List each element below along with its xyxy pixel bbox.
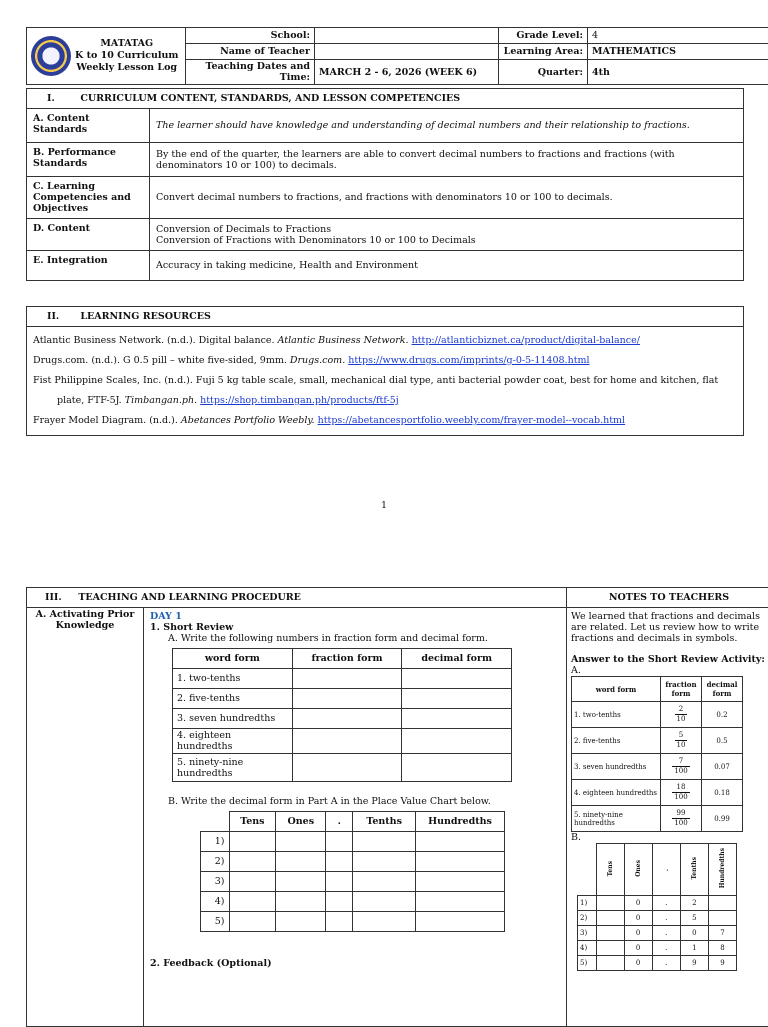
numerator: 7 — [672, 757, 689, 767]
row-number: 2) — [201, 852, 230, 872]
answer-table — [571, 676, 743, 832]
curriculum-table — [26, 88, 744, 281]
dates-value: MARCH 2 - 6, 2026 (WEEK 6) — [315, 60, 499, 85]
content-line1: Conversion of Decimals to Fractions — [156, 224, 737, 235]
answer-word: 3. seven hundredths — [572, 754, 661, 780]
reference-text: plate, FTF-5J. — [57, 395, 122, 406]
col-header: fraction form — [292, 649, 402, 669]
area-value: MATHEMATICS — [588, 44, 768, 60]
ones-value: 0 — [624, 941, 652, 956]
row-number: 3) — [578, 926, 597, 941]
fraction-cell[interactable] — [292, 729, 402, 754]
numerator: 2 — [675, 705, 688, 715]
resources-table — [26, 306, 744, 436]
part-b-instruction: B. Write the decimal form in Part A in the Place Value Chart below. — [150, 796, 560, 807]
row-number: 4) — [578, 941, 597, 956]
answer-fraction — [661, 754, 702, 780]
short-review-heading: 1. Short Review — [150, 622, 560, 633]
answer-place-value-table — [577, 843, 737, 971]
hundredths-value — [708, 911, 736, 926]
decimal-cell[interactable] — [402, 669, 512, 689]
ones-value: 0 — [624, 911, 652, 926]
performance-standards-value: By the end of the quarter, the learners are able to convert decimal numbers to fractions and fractions (with denominators 10 or 100) to decimals. — [150, 143, 744, 177]
hundredths-value — [708, 896, 736, 911]
answer-word: 1. two-tenths — [572, 702, 661, 728]
notes-title: NOTES TO TEACHERS — [567, 588, 768, 608]
hundredths-value: 9 — [708, 956, 736, 971]
table-row: 3. seven hundredths — [173, 709, 293, 729]
deped-seal-icon — [31, 36, 71, 76]
fraction-cell[interactable] — [292, 689, 402, 709]
answer-decimal: 0.99 — [702, 806, 743, 832]
col-header: Hundredths — [708, 844, 736, 896]
competencies-value: Convert decimal numbers to fractions, and fractions with denominators 10 or 100 to decimals. — [150, 177, 744, 219]
row-number: 5) — [578, 956, 597, 971]
logo-line2: K to 10 Curriculum — [75, 50, 178, 62]
tenths-value: 0 — [680, 926, 708, 941]
answer-b-label: B. — [571, 832, 767, 843]
ones-value: 0 — [624, 926, 652, 941]
quarter-value: 4th — [588, 60, 768, 85]
area-label: Learning Area: — [499, 44, 588, 60]
logo-line1: MATATAG — [75, 38, 178, 50]
answer-fraction — [661, 780, 702, 806]
answer-decimal: 0.2 — [702, 702, 743, 728]
section3-title — [27, 588, 567, 608]
feedback-heading: 2. Feedback (Optional) — [150, 958, 560, 969]
numerator: 18 — [672, 783, 689, 793]
hundredths-value: 7 — [708, 926, 736, 941]
col-header: Tens — [229, 812, 276, 832]
col-header: Tens — [596, 844, 624, 896]
section2-title — [27, 307, 744, 327]
answer-decimal: 0.07 — [702, 754, 743, 780]
reference-link[interactable]: https://www.drugs.com/imprints/g-0-5-11408.html — [348, 355, 589, 366]
reference-text: Drugs.com. (n.d.). G 0.5 pill – white five-sided, 9mm. — [33, 355, 287, 366]
col-header: . — [326, 812, 353, 832]
fraction-cell[interactable] — [292, 669, 402, 689]
answer-word: 4. eighteen hundredths — [572, 780, 661, 806]
denominator: 10 — [675, 741, 688, 750]
section3-num: III. — [31, 592, 75, 603]
numerator: 99 — [672, 809, 689, 819]
reference-text: Fist Philippine Scales, Inc. (n.d.). Fuji 5 kg table scale, small, mechanical dial type, anti bacterial powder coat, best for home and kitchen, flat — [33, 375, 718, 386]
performance-standards-label: B. Performance Standards — [27, 143, 150, 177]
col-header: Tenths — [680, 844, 708, 896]
notes-text: We learned that fractions and decimals are related. Let us review how to write fractions and decimals in symbols. — [571, 611, 767, 644]
answer-decimal: 0.5 — [702, 728, 743, 754]
procedure-table — [26, 587, 768, 1027]
col-header: fraction form — [661, 677, 702, 702]
answer-decimal: 0.18 — [702, 780, 743, 806]
teacher-value — [315, 44, 499, 60]
reference-item-cont — [33, 391, 737, 411]
answer-word: 5. ninety-nine hundredths — [572, 806, 661, 832]
part-a-instruction: A. Write the following numbers in fraction form and decimal form. — [150, 633, 560, 644]
competencies-label: C. Learning Competencies and Objectives — [27, 177, 150, 219]
decimal-cell[interactable] — [402, 689, 512, 709]
reference-source: Drugs.com. — [290, 355, 345, 366]
answer-fraction — [661, 806, 702, 832]
dates-label: Teaching Dates and Time: — [186, 60, 315, 85]
teacher-label: Name of Teacher — [186, 44, 315, 60]
section2-num: II. — [33, 311, 77, 322]
decimal-cell[interactable] — [402, 729, 512, 754]
table-row: 1. two-tenths — [173, 669, 293, 689]
col-header: Hundredths — [416, 812, 505, 832]
point: . — [652, 941, 680, 956]
section1-title-text: CURRICULUM CONTENT, STANDARDS, AND LESSON COMPETENCIES — [80, 93, 460, 104]
numerator: 5 — [675, 731, 688, 741]
reference-item — [33, 411, 737, 431]
answer-fraction — [661, 728, 702, 754]
row-number: 1) — [578, 896, 597, 911]
fraction-cell[interactable] — [292, 754, 402, 782]
quarter-label: Quarter: — [499, 60, 588, 85]
reference-link[interactable]: https://abetancesportfolio.weebly.com/frayer-model--vocab.html — [318, 415, 626, 426]
col-header: Ones — [276, 812, 326, 832]
section1-title — [27, 89, 744, 109]
decimal-cell[interactable] — [402, 754, 512, 782]
reference-link[interactable]: https://shop.timbangan.ph/products/ftf-5j — [200, 395, 399, 406]
row-number: 2) — [578, 911, 597, 926]
answer-a-label: A. — [571, 665, 767, 676]
tenths-value: 1 — [680, 941, 708, 956]
ones-value: 0 — [624, 956, 652, 971]
answer-fraction — [661, 702, 702, 728]
section2-title-text: LEARNING RESOURCES — [80, 311, 211, 322]
reference-item — [33, 371, 737, 391]
place-value-table — [200, 811, 505, 932]
notes-cell — [567, 608, 768, 1027]
content-label: D. Content — [27, 219, 150, 251]
answer-title: Answer to the Short Review Activity: — [571, 654, 767, 665]
table-row: 2. five-tenths — [173, 689, 293, 709]
ones-value: 0 — [624, 896, 652, 911]
col-header: decimal form — [702, 677, 743, 702]
point: . — [652, 896, 680, 911]
logo-line3: Weekly Lesson Log — [75, 62, 178, 74]
row-number: 1) — [201, 832, 230, 852]
reference-item — [33, 331, 737, 351]
school-value — [315, 28, 499, 44]
day-label: DAY 1 — [150, 611, 560, 622]
row-number: 4) — [201, 892, 230, 912]
col-header: decimal form — [402, 649, 512, 669]
hundredths-value: 8 — [708, 941, 736, 956]
tenths-value: 9 — [680, 956, 708, 971]
table-row: 5. ninety-nine hundredths — [173, 754, 293, 782]
tenths-value: 2 — [680, 896, 708, 911]
denominator: 100 — [672, 767, 689, 776]
reference-item — [33, 351, 737, 371]
school-label: School: — [186, 28, 315, 44]
reference-source: Atlantic Business Network. — [278, 335, 409, 346]
grade-label: Grade Level: — [499, 28, 588, 44]
col-header: word form — [173, 649, 293, 669]
fraction-cell[interactable] — [292, 709, 402, 729]
page-number: 1 — [0, 500, 768, 511]
header-table — [26, 27, 768, 85]
references-cell — [27, 327, 744, 436]
reference-link[interactable]: http://atlanticbiznet.ca/product/digital-balance/ — [412, 335, 640, 346]
content-standards-value: The learner should have knowledge and understanding of decimal numbers and their relationship to fractions. — [150, 109, 744, 143]
row-number: 3) — [201, 872, 230, 892]
answer-word: 2. five-tenths — [572, 728, 661, 754]
logo-cell — [27, 28, 186, 85]
col-header: . — [652, 844, 680, 896]
col-header: word form — [572, 677, 661, 702]
reference-source: Abetances Portfolio Weebly. — [181, 415, 315, 426]
integration-value: Accuracy in taking medicine, Health and Environment — [150, 251, 744, 281]
reference-text: Frayer Model Diagram. (n.d.). — [33, 415, 178, 426]
integration-label: E. Integration — [27, 251, 150, 281]
content-value — [150, 219, 744, 251]
point: . — [652, 956, 680, 971]
col-header: Ones — [624, 844, 652, 896]
col-header: Tenths — [353, 812, 416, 832]
tenths-value: 5 — [680, 911, 708, 926]
table-row: 4. eighteen hundredths — [173, 729, 293, 754]
section3-title-text: TEACHING AND LEARNING PROCEDURE — [78, 592, 301, 603]
point: . — [652, 926, 680, 941]
denominator: 100 — [672, 819, 689, 828]
point: . — [652, 911, 680, 926]
row-number: 5) — [201, 912, 230, 932]
word-form-table — [172, 648, 512, 782]
denominator: 100 — [672, 793, 689, 802]
reference-source: Timbangan.ph. — [125, 395, 197, 406]
activating-label: A. Activating Prior Knowledge — [27, 608, 144, 1027]
decimal-cell[interactable] — [402, 709, 512, 729]
procedure-content — [144, 608, 567, 1027]
section1-num: I. — [33, 93, 77, 104]
grade-value: 4 — [588, 28, 768, 44]
content-line2: Conversion of Fractions with Denominators 10 or 100 to Decimals — [156, 235, 737, 246]
reference-text: Atlantic Business Network. (n.d.). Digital balance. — [33, 335, 275, 346]
content-standards-label: A. Content Standards — [27, 109, 150, 143]
denominator: 10 — [675, 715, 688, 724]
